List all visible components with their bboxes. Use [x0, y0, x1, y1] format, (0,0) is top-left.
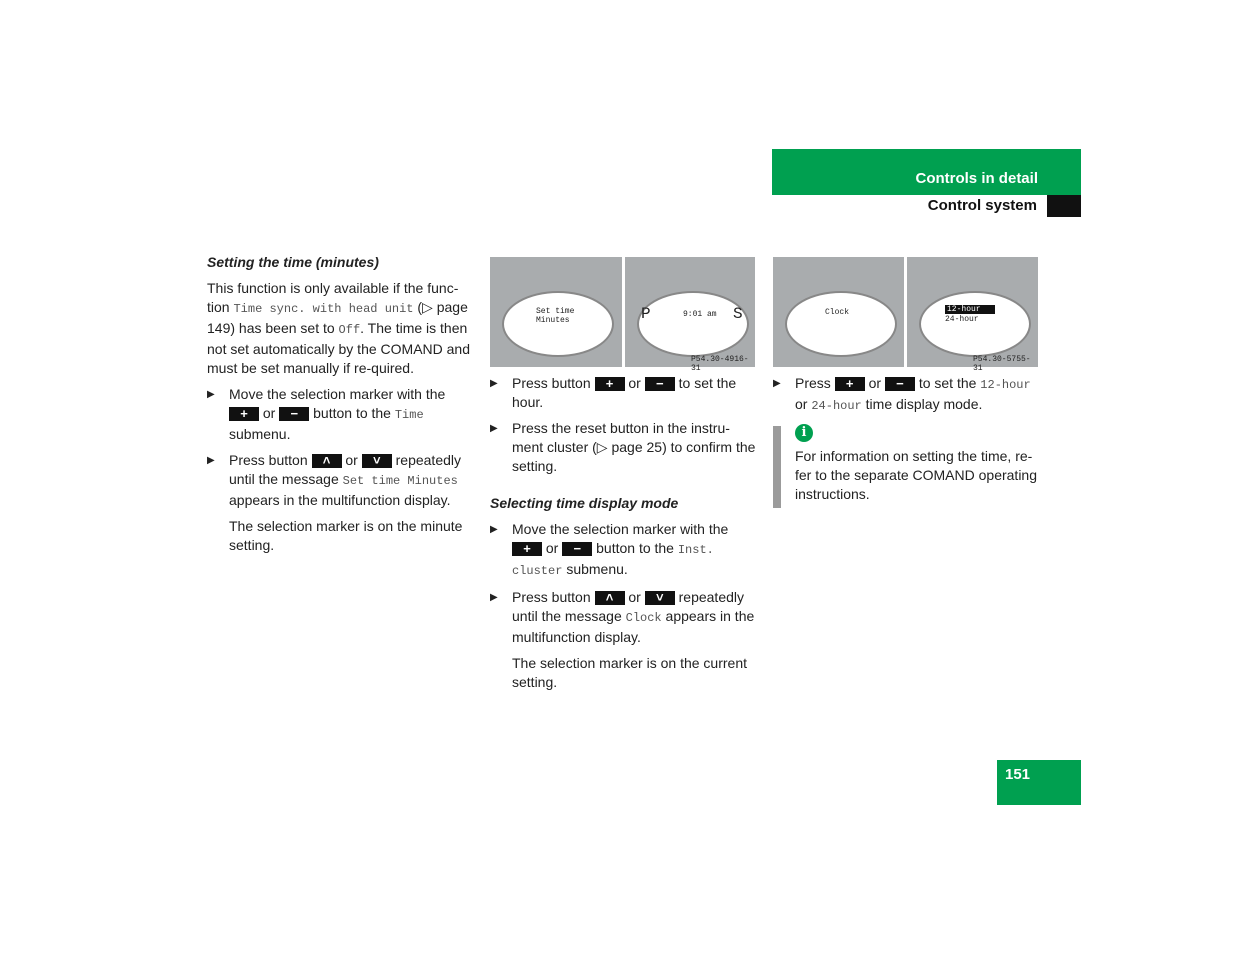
- plus-button-icon: +: [512, 542, 542, 556]
- intro-paragraph: This function is only available if the func-tion Time sync. with head unit (▷ page 149) has been set to Off. The time is then not set automatically by the COMAND and must be set manually if re-quired.: [207, 280, 471, 376]
- gear-p: P: [641, 305, 651, 323]
- display-text: Set time: [536, 307, 575, 316]
- column-2: [490, 374, 756, 692]
- display-text: Clock: [825, 308, 850, 317]
- plus-button-icon: +: [835, 377, 865, 391]
- section-heading-minutes: Setting the time (minutes): [207, 254, 379, 270]
- column-3: [773, 374, 1039, 416]
- info-icon: i: [795, 424, 813, 442]
- down-button-icon: ˅: [645, 591, 675, 605]
- bullet-icon: ▶: [773, 378, 781, 389]
- info-bar: [773, 426, 781, 508]
- value-24-hour: 24-hour: [811, 399, 862, 413]
- bullet-icon: ▶: [207, 455, 215, 466]
- gear-s: S: [733, 305, 743, 323]
- up-button-icon: ˄: [595, 591, 625, 605]
- step-note: The selection marker is on the current setting.: [512, 655, 747, 690]
- down-button-icon: ˅: [362, 454, 392, 468]
- step-item: ▶ Press the reset button in the instru-ment cluster (▷ page 25) to confirm the setting.: [490, 420, 756, 474]
- section-title: Controls in detail: [915, 170, 1038, 187]
- display-image-hour: [625, 257, 755, 373]
- step-item: ▶ Move the selection marker with the + or − button to the Inst. cluster submenu.: [490, 521, 729, 578]
- header-section-banner: [772, 149, 1081, 195]
- message-set-time-minutes: Set time Minutes: [342, 474, 458, 488]
- display-image-clock: [773, 257, 904, 367]
- value-12-hour: 12-hour: [980, 378, 1031, 392]
- minus-button-icon: −: [885, 377, 915, 391]
- bullet-icon: ▶: [207, 389, 215, 400]
- menu-item-time: Time: [394, 408, 424, 422]
- info-text: For information on setting the time, re-fer to the separate COMAND operating instructions.: [795, 448, 1038, 502]
- display-time: 9:01 am: [683, 310, 717, 319]
- option-12-hour: 12-hour: [945, 305, 995, 314]
- step-note: The selection marker is on the minute setting.: [229, 518, 463, 553]
- step-item: ▶ Move the selection marker with the + or − button to the Time submenu.: [207, 386, 446, 442]
- page-number-box: [997, 760, 1081, 805]
- bullet-icon: ▶: [490, 378, 498, 389]
- plus-button-icon: +: [595, 377, 625, 391]
- minus-button-icon: −: [645, 377, 675, 391]
- section-heading-display-mode: Selecting time display mode: [490, 495, 679, 511]
- display-text: Minutes: [536, 316, 570, 325]
- page-number: 151: [1005, 766, 1031, 783]
- bullet-icon: ▶: [490, 592, 498, 603]
- step-item: ▶ Press button ˄ or ˅ repeatedly until the message Clock appears in the multifunction display. The selection marker is on the current setting.: [490, 589, 755, 690]
- image-code: P54.30-5755-31: [973, 355, 1031, 373]
- plus-button-icon: +: [229, 407, 259, 421]
- display-image-hour-mode: [907, 257, 1038, 373]
- value-off: Off: [338, 323, 361, 337]
- step-item: ▶ Press + or − to set the 12-hour or 24-hour time display mode.: [773, 375, 1031, 413]
- menu-item-inst-cluster: Inst. cluster: [512, 543, 714, 578]
- subsection-title: Control system: [927, 197, 1037, 214]
- message-clock: Clock: [625, 611, 662, 625]
- option-24-hour: 24-hour: [945, 315, 979, 324]
- image-code: P54.30-4916-31: [691, 355, 749, 373]
- minus-button-icon: −: [562, 542, 592, 556]
- subsection-bar: [772, 195, 1047, 217]
- subsection-marker: [1047, 195, 1081, 217]
- step-item: ▶ Press button + or − to set the hour.: [490, 375, 737, 410]
- menu-item-time-sync: Time sync. with head unit: [233, 302, 414, 316]
- step-item: ▶ Press button ˄ or ˅ repeatedly until the message Set time Minutes appears in the multifunction display. The selection marker is on the minute setting.: [207, 451, 473, 555]
- minus-button-icon: −: [279, 407, 309, 421]
- column-1: [207, 253, 473, 555]
- bullet-icon: ▶: [490, 524, 498, 535]
- display-image-set-time: [490, 257, 622, 367]
- bullet-icon: ▶: [490, 423, 498, 434]
- up-button-icon: ˄: [312, 454, 342, 468]
